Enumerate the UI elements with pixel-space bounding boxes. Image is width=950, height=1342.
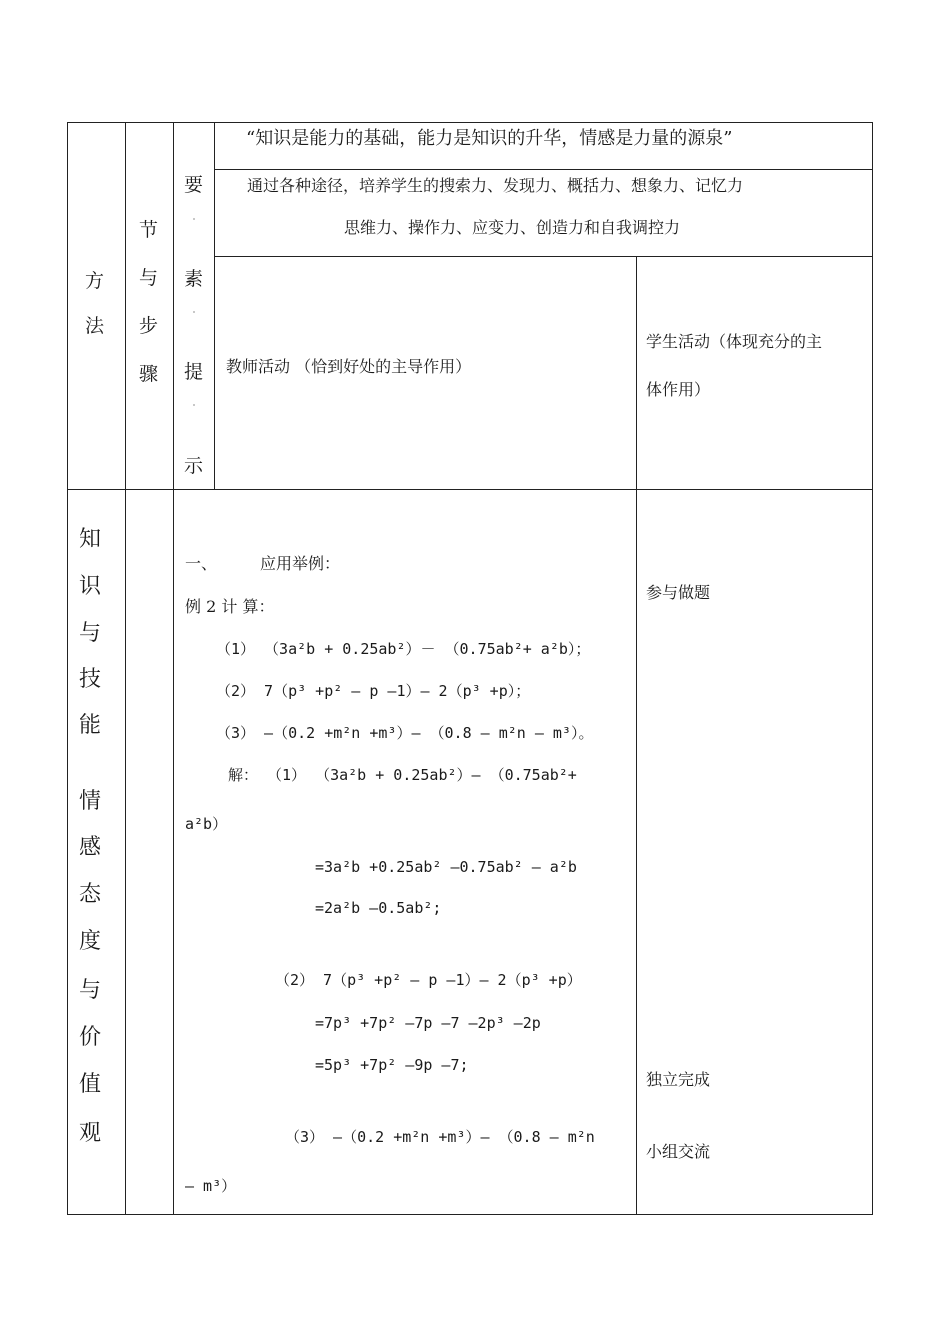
problem-2: （2） 7（p³ +p² – p –1）– 2（p³ +p）； — [216, 682, 531, 700]
border-header-bottom — [67, 489, 873, 490]
section-number: 一、 — [185, 554, 218, 573]
solution-1-step-2: =2a²b –0.5ab²; — [315, 899, 442, 917]
teacher-activity-label: 教师活动 （恰到好处的主导作用） — [226, 357, 472, 376]
example-title: 例 2 计 算： — [185, 597, 275, 616]
steps-char: 步 — [139, 315, 159, 337]
category-char: 值 — [79, 1072, 102, 1097]
steps-char: 与 — [139, 267, 159, 289]
tips-char: 要 — [184, 174, 204, 196]
border-top — [67, 122, 873, 123]
category-char: 与 — [79, 621, 102, 646]
category-char: 技 — [79, 667, 102, 692]
problem-1: （1） （3a²b + 0.25ab²）－ （0.75ab²+ a²b）； — [216, 640, 591, 658]
category-char: 价 — [79, 1025, 102, 1050]
divider-steps — [173, 122, 174, 1215]
category-char: 感 — [79, 835, 102, 860]
tips-char: 示 — [184, 455, 204, 477]
solution-2-line-1: （2） 7（p³ +p² – p –1）– 2（p³ +p） — [275, 971, 582, 989]
problem-3: （3） –（0.2 +m²n +m³）– （0.8 – m²n – m³）。 — [216, 724, 594, 742]
student-activity-label-2: 体作用） — [646, 380, 711, 399]
category-char: 与 — [79, 978, 102, 1003]
category-char: 情 — [79, 789, 102, 814]
tips-separator — [193, 218, 195, 220]
student-note: 小组交流 — [646, 1142, 711, 1161]
border-bottom — [67, 1214, 873, 1215]
divider-goals — [214, 256, 873, 257]
border-right — [872, 122, 873, 1215]
method-char: 方 — [85, 270, 105, 292]
divider-tips — [214, 122, 215, 490]
student-activity-label-1: 学生活动（体现充分的主 — [646, 332, 823, 351]
steps-char: 骤 — [139, 363, 159, 385]
steps-char: 节 — [139, 219, 159, 241]
tips-char: 素 — [184, 268, 204, 290]
divider-activity — [636, 256, 637, 1215]
solution-2-step-2: =5p³ +7p² –9p –7; — [315, 1056, 469, 1074]
solution-1-line-2: a²b） — [185, 815, 228, 833]
category-char: 观 — [79, 1121, 102, 1146]
solution-1-step-1: =3a²b +0.25ab² –0.75ab² – a²b — [315, 858, 577, 876]
solution-3-line-1: （3） –（0.2 +m²n +m³）– （0.8 – m²n — [285, 1128, 595, 1146]
motto: “知识是能力的基础，能力是知识的升华，情感是力量的源泉” — [246, 128, 733, 149]
section-title: 应用举例： — [260, 554, 341, 573]
goals-line-2: 思维力、操作力、应变力、创造力和自我调控力 — [344, 218, 681, 237]
category-char: 知 — [79, 527, 102, 552]
solution-3-line-2: – m³） — [185, 1177, 237, 1195]
goals-line-1: 通过各种途径，培养学生的搜索力、发现力、概括力、想象力、记忆力 — [247, 176, 744, 195]
category-char: 度 — [79, 929, 102, 954]
divider-method — [125, 122, 126, 1215]
tips-char: 提 — [184, 361, 204, 383]
tips-separator — [193, 404, 195, 406]
divider-motto — [214, 169, 873, 170]
category-char: 态 — [79, 882, 102, 907]
student-note: 参与做题 — [646, 583, 711, 602]
category-char: 能 — [79, 713, 102, 738]
solution-1-line-1: 解： （1） （3a²b + 0.25ab²）– （0.75ab²+ — [228, 766, 577, 784]
tips-separator — [193, 311, 195, 313]
solution-2-step-1: =7p³ +7p² –7p –7 –2p³ –2p — [315, 1014, 541, 1032]
method-char: 法 — [85, 315, 105, 337]
student-note: 独立完成 — [646, 1070, 711, 1089]
category-char: 识 — [79, 574, 102, 599]
border-left — [67, 122, 68, 1215]
